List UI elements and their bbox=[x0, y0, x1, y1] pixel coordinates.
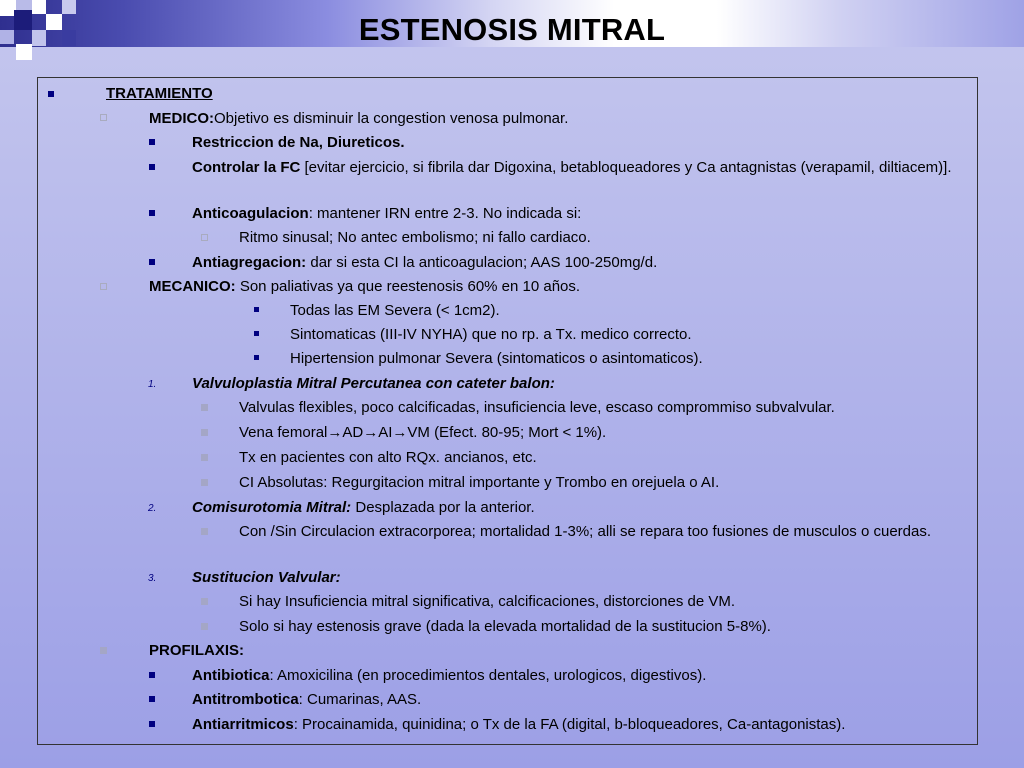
item-em-severa: Todas las EM Severa (< 1cm2). bbox=[290, 302, 500, 319]
item-sustitucion: Sustitucion Valvular: bbox=[192, 569, 341, 586]
square-bullet-icon bbox=[149, 672, 155, 678]
square-bullet-icon bbox=[254, 331, 259, 336]
item-medico: MEDICO:Objetivo es disminuir la congestion venosa pulmonar. bbox=[149, 110, 569, 127]
item-sintomaticas: Sintomaticas (III-IV NYHA) que no rp. a Tx. medico correcto. bbox=[290, 326, 692, 343]
square-bullet-icon bbox=[48, 91, 54, 97]
item-antibiotica: Antibiotica: Amoxicilina (en procedimientos dentales, urologicos, digestivos). bbox=[192, 667, 707, 684]
list-number: 1. bbox=[148, 379, 157, 390]
item-comisurotomia: Comisurotomia Mitral: Desplazada por la anterior. bbox=[192, 499, 535, 516]
slide-title: ESTENOSIS MITRAL bbox=[358, 12, 666, 47]
item-hipertension: Hipertension pulmonar Severa (sintomaticos o asintomaticos). bbox=[290, 350, 703, 367]
square-bullet-icon bbox=[149, 210, 155, 216]
item-circulacion: Con /Sin Circulacion extracorporea; mortalidad 1-3%; alli se repara too fusiones de musculos o cuerdas. bbox=[239, 523, 932, 540]
item-profilaxis: PROFILAXIS: bbox=[149, 642, 245, 659]
section-heading-tratamiento: TRATAMIENTO bbox=[106, 85, 213, 102]
square-bullet-icon bbox=[201, 404, 208, 411]
list-number: 3. bbox=[148, 573, 157, 584]
item-estenosis-grave: Solo si hay estenosis grave (dada la elevada mortalidad de la sustitucion 5-8%). bbox=[239, 618, 771, 635]
item-insuficiencia: Si hay Insuficiencia mitral significativa, calcificaciones, distorciones de VM. bbox=[239, 593, 736, 610]
square-bullet-icon bbox=[254, 307, 259, 312]
square-bullet-icon bbox=[149, 259, 155, 265]
item-ci-absolutas: CI Absolutas: Regurgitacion mitral importante y Trombo en orejuela o AI. bbox=[239, 474, 720, 491]
item-antiarritmicos: Antiarritmicos: Procainamida, quinidina; o Tx de la FA (digital, b-bloqueadores, Ca-antagonistas). bbox=[192, 716, 846, 733]
square-bullet-icon bbox=[149, 164, 155, 170]
hollow-bullet-icon bbox=[100, 283, 107, 290]
square-bullet-icon bbox=[201, 528, 208, 535]
list-number: 2. bbox=[148, 503, 157, 514]
square-bullet-icon bbox=[201, 454, 208, 461]
square-bullet-icon bbox=[201, 598, 208, 605]
square-bullet-icon bbox=[201, 623, 208, 630]
item-restriccion: Restriccion de Na, Diureticos. bbox=[192, 134, 405, 151]
square-bullet-icon bbox=[254, 355, 259, 360]
item-antiagregacion: Antiagregacion: dar si esta CI la anticoagulacion; AAS 100-250mg/d. bbox=[192, 254, 658, 271]
item-anticoagulacion: Anticoagulacion: mantener IRN entre 2-3. No indicada si: bbox=[192, 205, 582, 222]
item-controlar-fc: Controlar la FC [evitar ejercicio, si fibrila dar Digoxina, betabloqueadores y Ca antagnistas (verapamil, diltiacem)]. bbox=[192, 159, 952, 176]
item-tx-pacientes: Tx en pacientes con alto RQx. ancianos, etc. bbox=[239, 449, 537, 466]
item-valvulas-flexibles: Valvulas flexibles, poco calcificadas, insuficiencia leve, escaso comprommiso subvalvular. bbox=[239, 399, 835, 416]
square-bullet-icon bbox=[100, 647, 107, 654]
hollow-bullet-icon bbox=[201, 234, 208, 241]
square-bullet-icon bbox=[201, 429, 208, 436]
item-valvuloplastia: Valvuloplastia Mitral Percutanea con cateter balon: bbox=[192, 375, 555, 392]
square-bullet-icon bbox=[201, 479, 208, 486]
hollow-bullet-icon bbox=[100, 114, 107, 121]
square-bullet-icon bbox=[149, 139, 155, 145]
item-ritmo-sinusal: Ritmo sinusal; No antec embolismo; ni fallo cardiaco. bbox=[239, 229, 591, 246]
square-bullet-icon bbox=[149, 721, 155, 727]
item-vena-femoral: Vena femoral→AD→AI→VM (Efect. 80-95; Mort < 1%). bbox=[239, 424, 607, 441]
square-bullet-icon bbox=[149, 696, 155, 702]
item-antitrombotica: Antitrombotica: Cumarinas, AAS. bbox=[192, 691, 422, 708]
item-mecanico: MECANICO: Son paliativas ya que reestenosis 60% en 10 años. bbox=[149, 278, 581, 295]
